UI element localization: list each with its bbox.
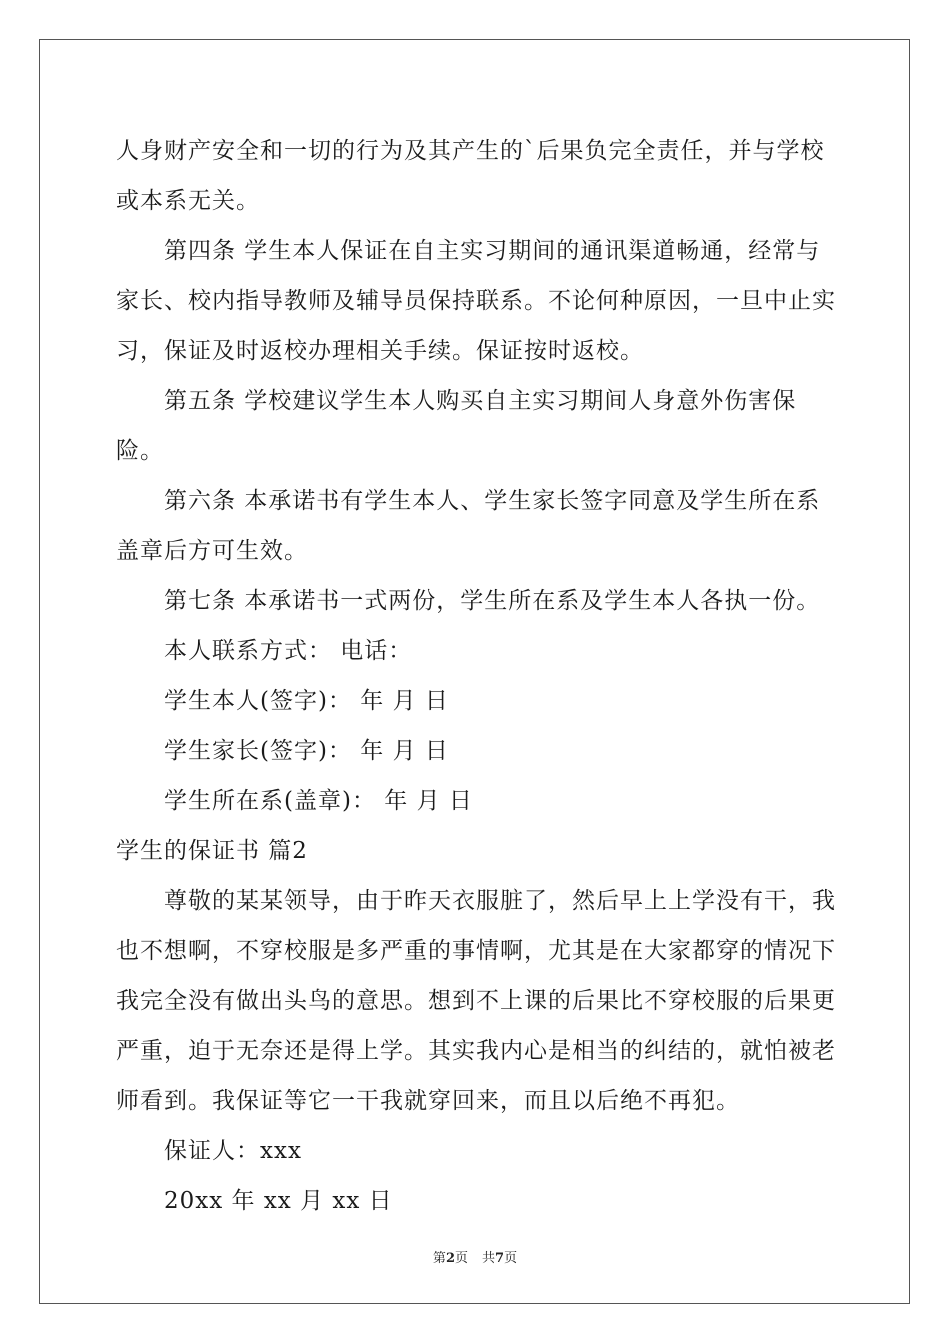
contact-line: 本人联系方式： 电话： xyxy=(164,638,413,664)
paragraph-continuation: 人身财产安全和一切的行为及其产生的`后果负完全责任，并与学校或本系无关。 xyxy=(116,138,825,214)
total-suffix: 页 xyxy=(504,1251,518,1266)
page-suffix: 页 xyxy=(454,1251,468,1266)
document-body xyxy=(116,126,836,1226)
article-seven: 第七条 本承诺书一式两份，学生所在系及学生本人各执一份。 xyxy=(164,588,821,614)
article-five: 第五条 学校建议学生本人购买自主实习期间人身意外伤害保险。 xyxy=(116,388,797,464)
letter-body: 尊敬的某某领导，由于昨天衣服脏了，然后早上上学没有干，我也不想啊，不穿校服是多严重的事情啊，尤其是在大家都穿的情况下我完全没有做出头鸟的意思。想到不上课的后果比不穿校服的后果更严重，迫于无奈还是得上学。其实我内心是相当的纠结的，就怕被老师看到。我保证等它一干我就穿回来，而且以后绝不再犯。 xyxy=(116,888,836,1114)
page-prefix: 第 xyxy=(432,1251,446,1266)
page-footer xyxy=(0,1247,950,1266)
article-four: 第四条 学生本人保证在自主实习期间的通讯渠道畅通，经常与家长、校内指导教师及辅导员保持联系。不论何种原因，一旦中止实习，保证及时返校办理相关手续。保证按时返校。 xyxy=(116,238,836,364)
section-heading: 学生的保证书 篇2 xyxy=(116,838,308,864)
date-line: 20xx 年 xx 月 xx 日 xyxy=(164,1188,393,1214)
parent-signature-line: 学生家长(签字)： 年 月 日 xyxy=(164,738,449,764)
department-seal-line: 学生所在系(盖章)： 年 月 日 xyxy=(164,788,473,814)
page-number: 2 xyxy=(445,1251,455,1266)
guarantor-line: 保证人：xxx xyxy=(164,1138,302,1164)
article-six: 第六条 本承诺书有学生本人、学生家长签字同意及学生所在系盖章后方可生效。 xyxy=(116,488,821,564)
total-prefix: 共 xyxy=(482,1251,496,1266)
student-signature-line: 学生本人(签字)： 年 月 日 xyxy=(164,688,449,714)
total-pages: 7 xyxy=(495,1251,505,1266)
